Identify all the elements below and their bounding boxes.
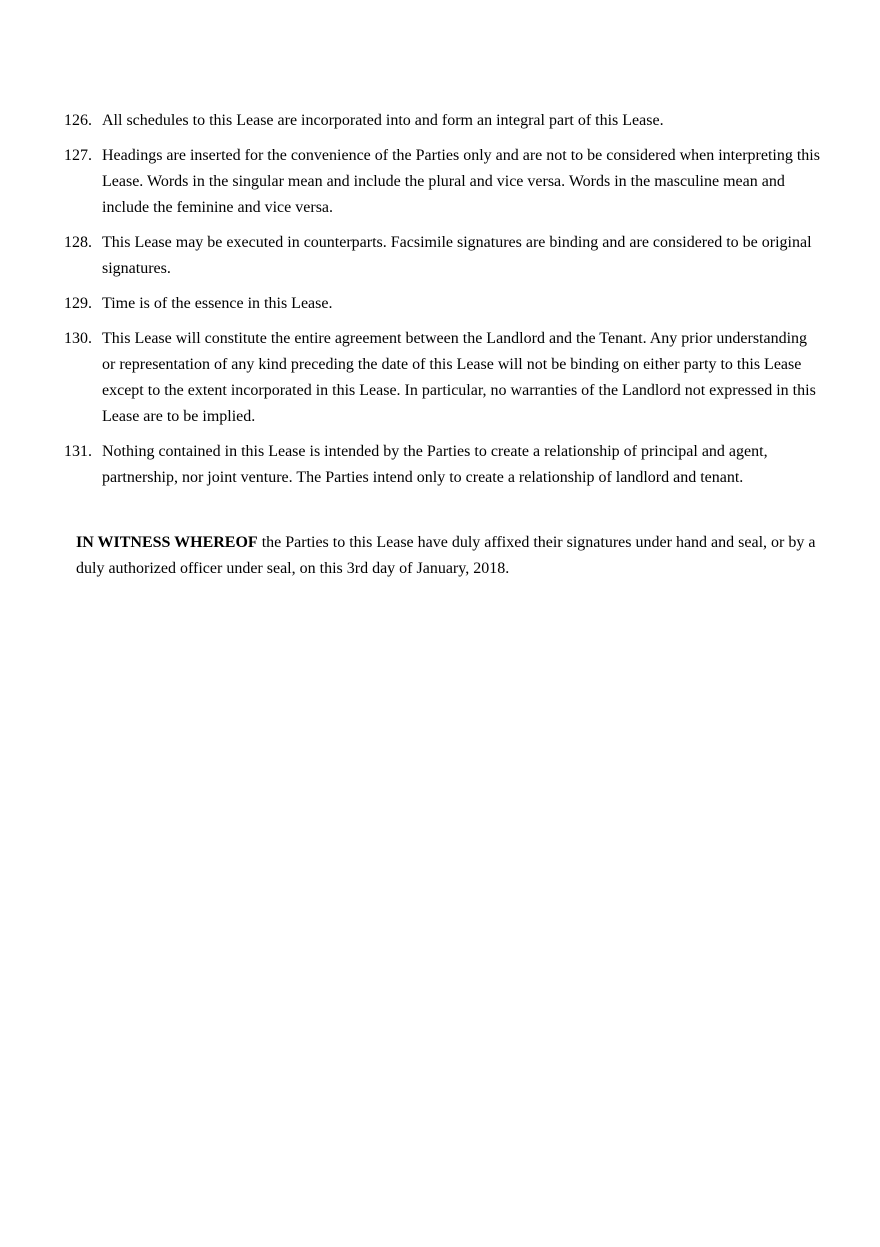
clause-129 [64,291,824,317]
clause-number: 129. [64,295,92,312]
clause-text: This Lease may be executed in counterparts. Facsimile signatures are binding and are considered to be original signatures. [102,234,812,277]
clause-number: 130. [64,330,92,347]
clause-131 [64,439,824,491]
clause-130 [64,326,824,430]
clause-text: Headings are inserted for the convenience of the Parties only and are not to be considered when interpreting this Lease. Words in the singular mean and include the plural and vice versa. Words in the masculine mean and include the feminine and vice versa. [102,147,820,216]
clause-text: Nothing contained in this Lease is intended by the Parties to create a relationship of principal and agent, partnership, nor joint venture. The Parties intend only to create a relationship of landlord and tenant. [102,443,768,486]
clause-127 [64,143,824,221]
clause-number: 131. [64,443,92,460]
clause-text: All schedules to this Lease are incorporated into and form an integral part of this Lease. [102,112,664,129]
clause-number: 127. [64,147,92,164]
clause-number: 126. [64,112,92,129]
witness-lead: IN WITNESS WHEREOF [76,534,258,551]
witness-text: the Parties to this Lease have duly affixed their signatures under hand and seal, or by a duly authorized officer under seal, on this 3rd day of January, 2018. [76,534,816,577]
witness-paragraph [76,530,821,582]
clause-text: Time is of the essence in this Lease. [102,295,333,312]
clause-text: This Lease will constitute the entire agreement between the Landlord and the Tenant. Any prior understanding or representation of any kind preceding the date of this Lease will not be binding on either party to this Lease except to the extent incorporated in this Lease. In particular, no warranties of the Landlord not expressed in this Lease are to be implied. [102,330,816,425]
clause-number: 128. [64,234,92,251]
clause-list [64,108,824,500]
clause-128 [64,230,824,282]
clause-126 [64,108,824,134]
